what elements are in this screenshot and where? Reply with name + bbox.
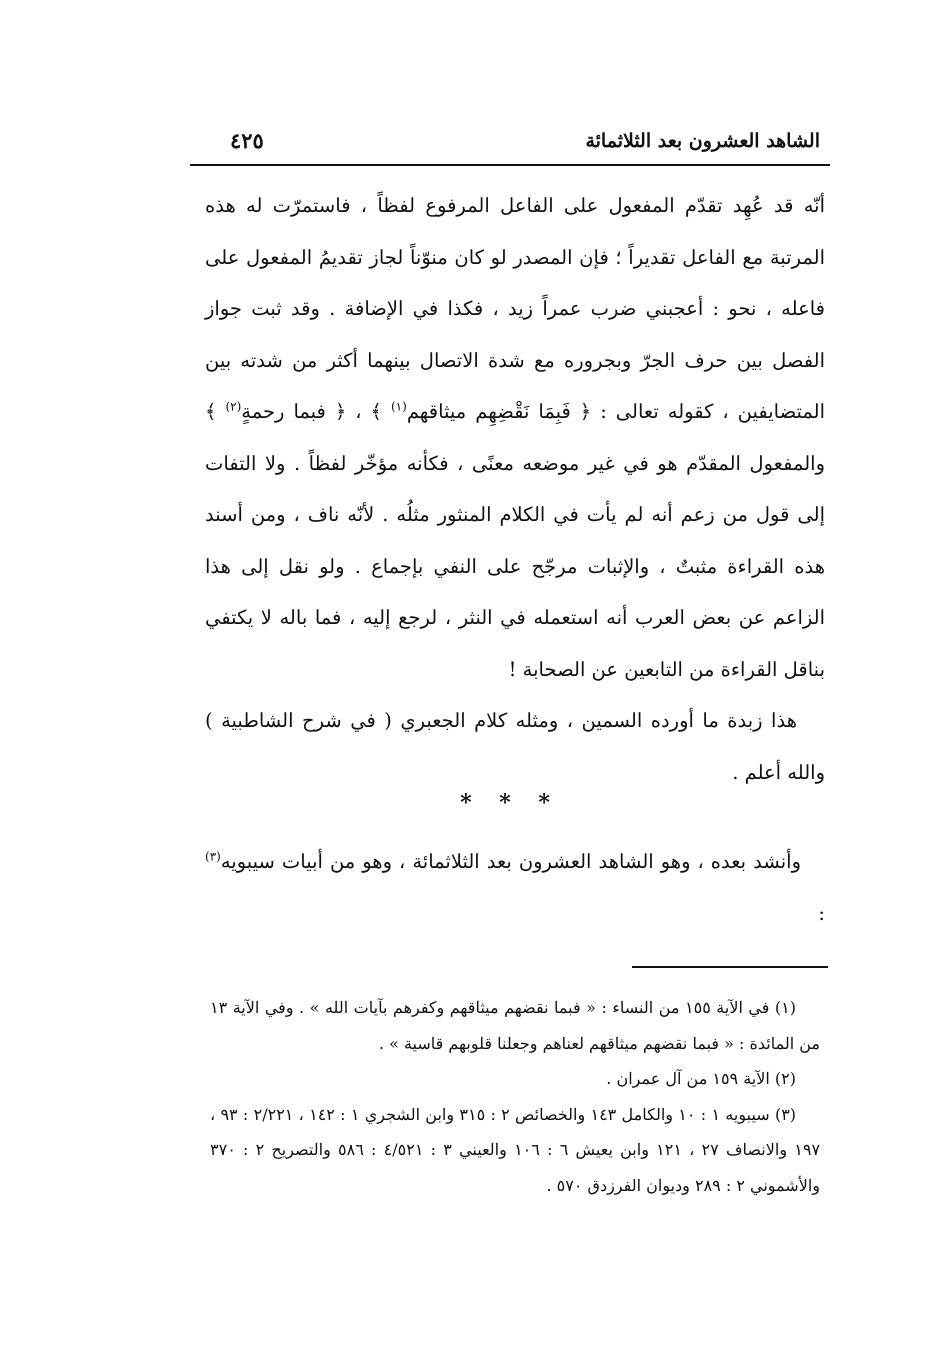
running-title: الشاهد العشرون بعد الثلاثمائة xyxy=(585,130,820,152)
body-paragraph xyxy=(205,180,825,695)
page-number: ٤٢٥ xyxy=(230,128,264,153)
body-paragraph xyxy=(205,836,825,940)
verse-intro-text: وأنشد بعده ، وهو الشاهد العشرون بعد الثلاثمائة ، وهو من أبيات سيبويه xyxy=(220,850,801,873)
page-header xyxy=(190,122,830,162)
footnote-1: (١) في الآية ١٥٥ من النساء : « فبما نقضهم ميثاقهم وكفرهم بآيات الله » . وفي الآية ١٣ من المائدة : « فبما نقضهم ميثاقهم لعناهم وجعلنا قلوبهم قاسية » . xyxy=(210,998,820,1053)
footnote-ref-3: (٣) xyxy=(205,849,221,864)
body-text-segment: أنّه قد عُهِد تقدّم المفعول على الفاعل المرفوع لفظاً ، فاستمرّت له هذه المرتبة مع الفاعل تقديراً ؛ فإن المصدر لو كان منوّناً لجاز تقديمُ المفعول على فاعله ، نحو : أعجبني ضرب عمراً زيد ، فكذا في الإضافة . وقد ثبت جواز الفصل بين حرف الجرّ وبجروره مع شدة الاتصال بينهما أكثر من شدته بين المتضايفين ، كقوله تعالى : ﴿ فَبِمَا نَقْضِهِم ميثاقهم xyxy=(205,194,826,423)
body-text-segment: ﴾ والمفعول المقدّم هو في غير موضعه معنًى ، فكأنه مؤخّر لفظاً . ولا التفات إلى قول من زعم أنه لم يأت في الكلام المنثور مثلُه . لأنّه ناف ، ومن أسند هذه القراءة مثبتٌ ، والإثبات مرجّح على النفي بإجماع . ولو نقل إلى هذا الزاعم عن بعض العرب أنه استعمله في النثر ، لرجع إليه ، فما باله لا يكتفي بناقل القراءة من التابعين عن الصحابة ! xyxy=(205,400,825,681)
footnotes xyxy=(210,990,820,1203)
body-paragraph: هذا زبدة ما أورده السمين ، ومثله كلام الجعبري ( في شرح الشاطبية ) والله أعلم . xyxy=(205,709,825,784)
footnote-ref-2: (٢) xyxy=(225,399,242,414)
verse-intro-colon: : xyxy=(818,902,825,925)
body-text-segment: ﴾ ، ﴿ فبما رحمةٍ xyxy=(241,400,382,423)
footnote-2: (٢) الآية ١٥٩ من آل عمران . xyxy=(606,1069,796,1088)
footnote-rule xyxy=(632,966,828,968)
section-separator: * * * xyxy=(460,790,560,816)
verse-introduction xyxy=(205,836,825,940)
footnote-ref-1: (١) xyxy=(390,399,407,414)
main-text xyxy=(205,180,825,798)
footnote-3: (٣) سيبويه ١ : ١٠ والكامل ١٤٣ والخصائص ٢ : ٣١٥ وابن الشجري ١ : ١٤٢ ، ٢/٢٢١ : ٩٣ ، ١٩٧ والانصاف ٢٧ ، ١٢١ وابن يعيش ٦ : ١٠٦ والعيني ٣ : ٤/٥٢١ : ٥٨٦ والتصريح ٢ : ٣٧٠ والأشموني ٢ : ٢٨٩ وديوان الفرزدق ٥٧٠ . xyxy=(210,1104,821,1195)
header-rule xyxy=(190,164,830,166)
